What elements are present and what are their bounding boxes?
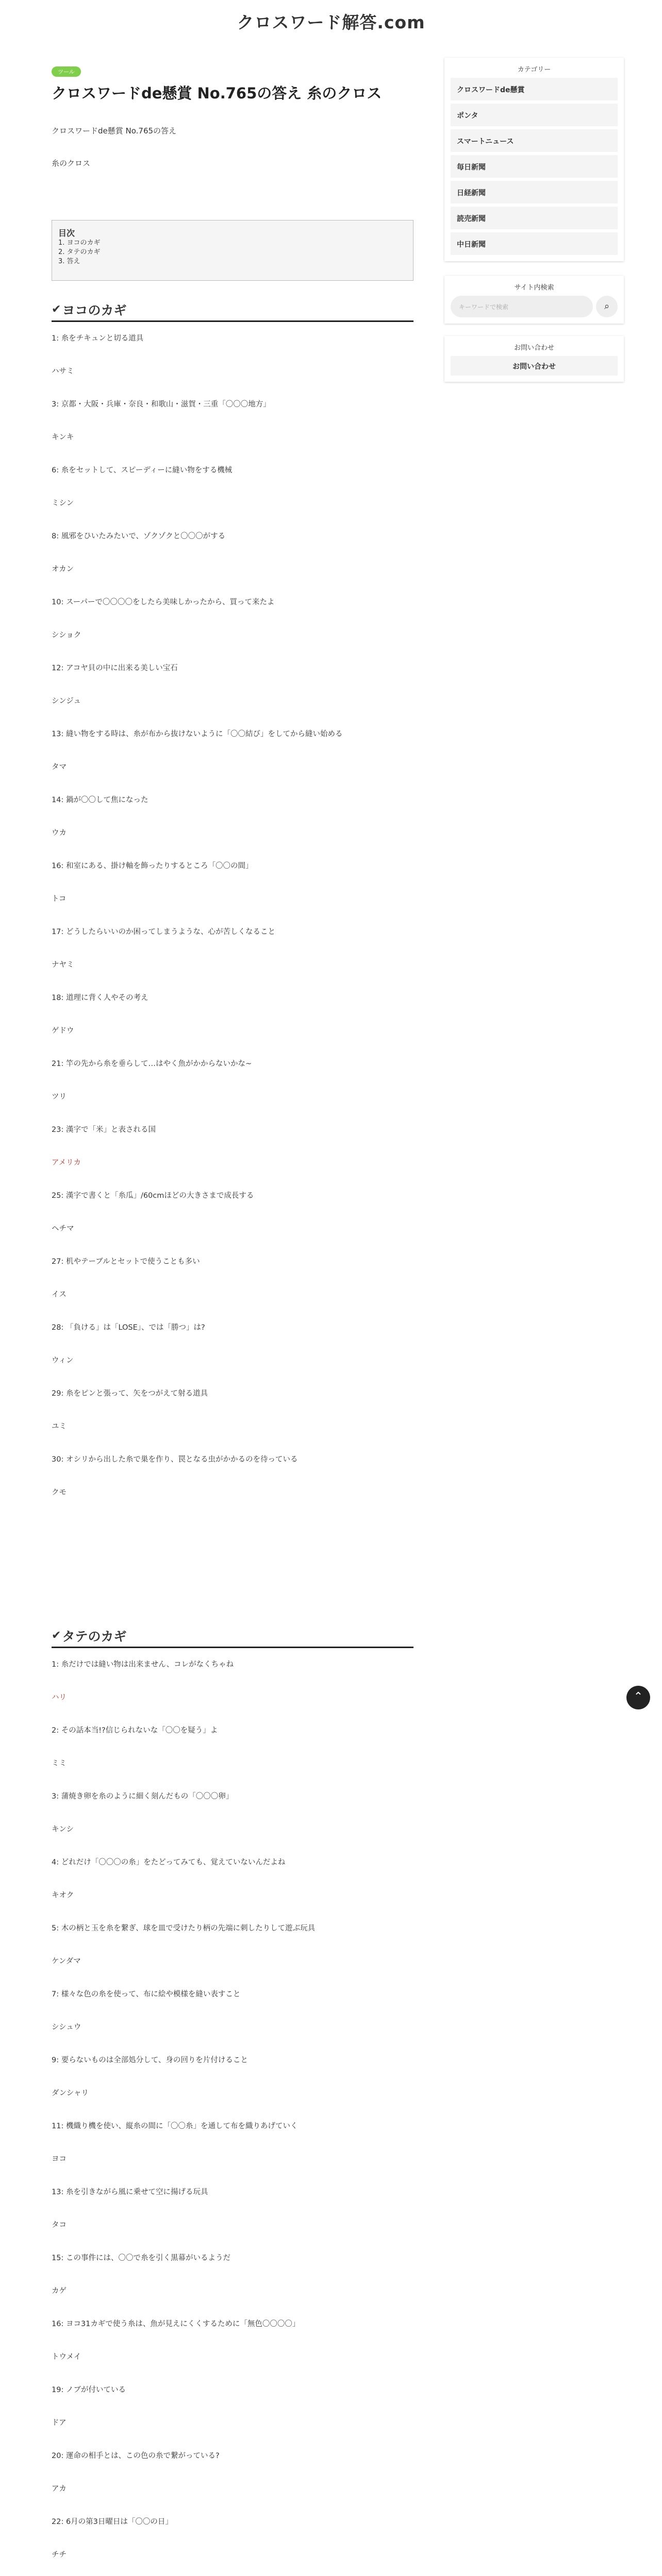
widget-title: カテゴリー	[517, 66, 551, 74]
category-item[interactable]: スマートニュース	[451, 129, 618, 152]
clue-row	[52, 2439, 413, 2505]
clue-question: 25: 漢字で書くと「糸瓜」/60cmほどの大きさまで成長する	[52, 1192, 254, 1200]
clue-row	[52, 2242, 413, 2308]
clue-answer: ヘチマ	[52, 1225, 74, 1233]
clue-answer: ケンダマ	[52, 1957, 81, 1965]
clue-row	[52, 1113, 413, 1179]
clue-question: 29: 糸をピンと張って、矢をつがえて射る道具	[52, 1389, 208, 1398]
clue-row	[52, 1714, 413, 1780]
clue-answer: シショク	[52, 631, 81, 639]
lead-line: 糸のクロス	[52, 159, 91, 168]
clue-row	[52, 2374, 413, 2439]
contact-widget	[444, 336, 624, 382]
category-badge[interactable]: ツール	[52, 66, 81, 77]
clue-question: 6: 糸をセットして、スピーディーに縫い物をする機械	[52, 466, 233, 474]
clue-row	[52, 652, 413, 718]
clue-question: 19: ノブが付いている	[52, 2386, 126, 2394]
yoko-section	[52, 300, 413, 1509]
clue-answer: ナヤミ	[52, 961, 74, 969]
clue-question: 13: 縫い物をする時は、糸が布から抜けないように「〇〇結び」をしてから縫い始める	[52, 730, 343, 738]
lead-line: クロスワードde懸賞 No.765の答え	[52, 126, 177, 135]
clue-row	[52, 2110, 413, 2176]
clue-answer: ヨコ	[52, 2155, 67, 2163]
clue-answer: イス	[52, 1291, 67, 1299]
clue-row	[52, 2571, 413, 2576]
site-header	[0, 0, 662, 41]
clue-row	[52, 1245, 413, 1311]
clue-row	[52, 1978, 413, 2044]
clue-row	[52, 1179, 413, 1245]
clue-question: 20: 運命の相手とは、この色の糸で繋がっている?	[52, 2452, 220, 2460]
clue-row	[52, 454, 413, 520]
toc-item[interactable]: 2. タテのカギ	[58, 248, 101, 256]
clue-question: 9: 要らないものは全部処分して、身の回りを片付けること	[52, 2056, 248, 2064]
clue-question: 21: 竿の先から糸を垂らして…はやく魚がかからないかな~	[52, 1060, 252, 1068]
clue-row	[52, 322, 413, 388]
clue-answer: タマ	[52, 763, 67, 771]
scroll-top-icon[interactable]: ⌃	[626, 1686, 650, 1709]
clue-row	[52, 784, 413, 850]
section-heading	[52, 300, 413, 322]
category-item[interactable]: ポンタ	[451, 104, 618, 126]
clue-row	[52, 1780, 413, 1846]
section-heading-label: タテのカギ	[62, 1629, 127, 1644]
clue-answer: キンキ	[52, 433, 74, 442]
clue-question: 3: 蒲焼き卵を糸のように細く刻んだもの「〇〇〇卵」	[52, 1792, 234, 1801]
clue-answer: ハリ	[52, 1693, 67, 1702]
clue-answer: タコ	[52, 2221, 67, 2229]
clue-answer: シンジュ	[52, 697, 81, 705]
clue-question: 10: スーパーで〇〇〇〇をしたら美味しかったから、買って来たよ	[52, 598, 275, 606]
clue-row	[52, 2044, 413, 2110]
clue-question: 30: オシリから出した糸で巣を作り、罠となる虫がかかるのを待っている	[52, 1455, 298, 1464]
clue-row	[52, 1846, 413, 1912]
clue-row	[52, 586, 413, 652]
clue-row	[52, 1047, 413, 1113]
clue-answer: ゲドウ	[52, 1027, 74, 1035]
toc-title: 目次	[58, 228, 75, 238]
clue-question: 4: どれだけ「〇〇〇の糸」をたどってみても、覚えていないんだよね	[52, 1858, 286, 1867]
clue-question: 8: 風邪をひいたみたいで、ゾクゾクと〇〇〇がする	[52, 532, 226, 540]
clue-question	[52, 2571, 413, 2576]
clue-question: 28: 「負ける」は「LOSE」、では「勝つ」は?	[52, 1324, 205, 1332]
category-item[interactable]: 中日新聞	[451, 232, 618, 255]
clue-row	[52, 1311, 413, 1377]
clue-question: 3: 京都・大阪・兵庫・奈良・和歌山・滋賀・三重「〇〇〇地方」	[52, 400, 271, 409]
search-icon[interactable]: ⌕	[596, 296, 618, 317]
clue-answer: シシュウ	[52, 2023, 81, 2031]
clue-answer: ドア	[52, 2419, 67, 2427]
clue-answer: ウカ	[52, 829, 67, 837]
clue-question: 16: 和室にある、掛け軸を飾ったりするところ「〇〇の間」	[52, 862, 253, 870]
clue-question: 7: 様々な色の糸を使って、布に絵や模様を縫い表すこと	[52, 1990, 241, 1998]
clue-row	[52, 520, 413, 586]
clue-row	[52, 850, 413, 916]
clue-row	[52, 981, 413, 1047]
clue-question: 1: 糸をチキュンと切る道具	[52, 334, 144, 343]
category-item[interactable]: 日経新聞	[451, 181, 618, 204]
clue-answer: ユミ	[52, 1422, 67, 1431]
clue-answer: ダンシャリ	[52, 2089, 89, 2097]
clue-row	[52, 1443, 413, 1509]
clue-question: 18: 道理に背く人やその考え	[52, 994, 148, 1002]
clue-question: 11: 機織り機を使い、縦糸の間に「〇〇糸」を通して布を織りあげていく	[52, 2122, 298, 2130]
section-heading-label: ヨコのカギ	[62, 302, 127, 318]
clue-question: 13: 糸を引きながら風に乗せて空に揚げる玩具	[52, 2188, 208, 2196]
article	[52, 66, 413, 2576]
toc-item[interactable]: 3. 答え	[58, 258, 80, 265]
clue-answer: キンシ	[52, 1825, 74, 1834]
clue-row	[52, 1648, 413, 1714]
lead	[52, 125, 413, 168]
table-of-contents	[52, 220, 413, 281]
clue-question: 17: どうしたらいいのか困ってしまうような、心が苦しくなること	[52, 928, 275, 936]
tate-section	[52, 1626, 413, 2576]
clue-question: 12: アコヤ貝の中に出来る美しい宝石	[52, 664, 178, 672]
clue-answer: キオク	[52, 1891, 74, 1900]
clue-question: 22: 6月の第3日曜日は「〇〇の日」	[52, 2518, 173, 2526]
category-item[interactable]: クロスワードde懸賞	[451, 78, 618, 100]
clue-row	[52, 1912, 413, 1978]
search-input[interactable]: キーワードで検索	[451, 296, 593, 317]
clue-answer: ミミ	[52, 1759, 67, 1768]
clue-row	[52, 2308, 413, 2374]
clue-question: 15: この事件には、〇〇で糸を引く黒幕がいるようだ	[52, 2254, 230, 2262]
clue-answer: トウメイ	[52, 2353, 81, 2361]
clue-answer: クモ	[52, 1488, 67, 1497]
check-icon: ✔	[52, 303, 61, 316]
category-item[interactable]: 読売新聞	[451, 207, 618, 229]
category-item[interactable]: 毎日新聞	[451, 155, 618, 178]
clue-answer: カゲ	[52, 2287, 67, 2295]
sidebar	[444, 58, 624, 382]
section-heading	[52, 1626, 413, 1648]
clue-question: 27: 机やテーブルとセットで使うことも多い	[52, 1258, 200, 1266]
clue-row	[52, 916, 413, 981]
clue-answer: トコ	[52, 895, 67, 903]
clue-question: 16: ヨコ31カギで使う糸は、魚が見えにくくするために「無色〇〇〇〇」	[52, 2320, 300, 2328]
contact-button[interactable]: お問い合わせ	[451, 356, 618, 376]
clue-question: 1: 糸だけでは縫い物は出来ません、コレがなくちゃね	[52, 1660, 234, 1669]
toc-item[interactable]: 1. ヨコのカギ	[58, 239, 101, 247]
clue-row	[52, 1377, 413, 1443]
clue-answer: ツリ	[52, 1093, 67, 1101]
check-icon: ✔	[52, 1629, 61, 1642]
widget-title: お問い合わせ	[514, 344, 554, 352]
clue-answer: チチ	[52, 2551, 67, 2559]
clue-answer: アカ	[52, 2485, 67, 2493]
page-title: クロスワードde懸賞 No.765の答え 糸のクロス	[52, 84, 382, 102]
clue-question: 14: 鍋が〇〇して焦になった	[52, 796, 148, 804]
clue-row	[52, 388, 413, 454]
clue-answer: ウィン	[52, 1357, 74, 1365]
clue-row	[52, 718, 413, 784]
clue-row	[52, 2176, 413, 2242]
clue-question: 2: その話本当!?信じられないな「〇〇を疑う」よ	[52, 1726, 218, 1735]
clue-question: 23: 漢字で「米」と表される国	[52, 1126, 156, 1134]
category-widget	[444, 58, 624, 261]
search-widget	[444, 276, 624, 324]
clue-answer: ハサミ	[52, 367, 74, 376]
clue-row	[52, 2505, 413, 2571]
clue-answer: アメリカ	[52, 1159, 81, 1167]
clue-answer: オカン	[52, 565, 74, 573]
clue-answer: ミシン	[52, 499, 74, 507]
clue-question: 5: 木の柄と玉を糸を繋ぎ、球を皿で受けたり柄の先端に刺したりして遊ぶ玩具	[52, 1924, 316, 1933]
site-title[interactable]: クロスワード解答.com	[237, 12, 425, 32]
widget-title: サイト内検索	[514, 284, 554, 292]
